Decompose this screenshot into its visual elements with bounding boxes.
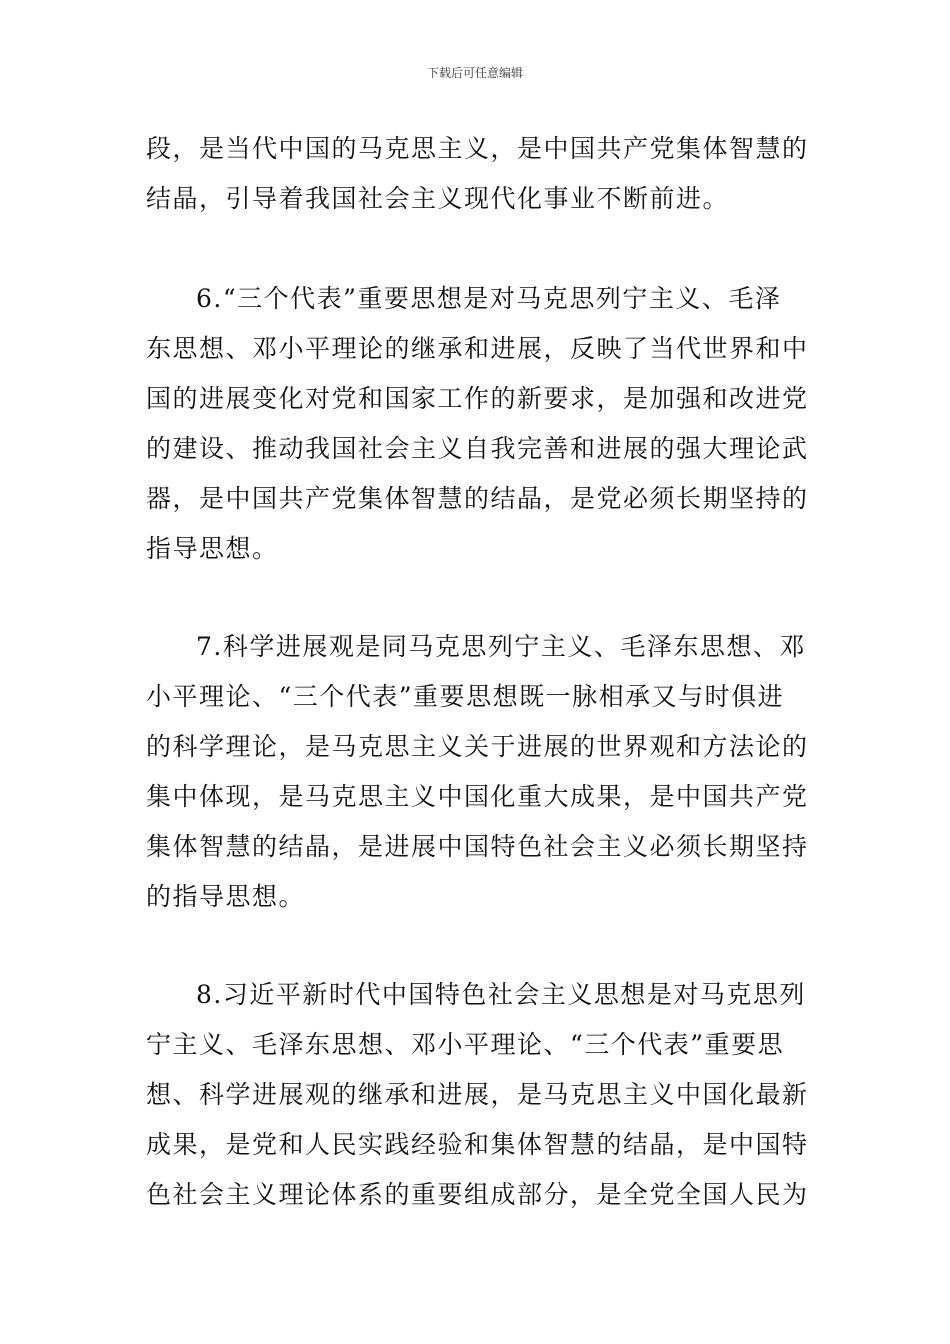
paragraph-line: 集中体现，是马克思主义中国化重大成果，是中国共产党 <box>146 782 809 811</box>
paragraph-line: 的科学理论，是马克思主义关于进展的世界观和方法论的 <box>146 732 809 761</box>
paragraph-line: 器，是中国共产党集体智慧的结晶，是党必须长期坚持的 <box>146 484 809 513</box>
paragraph-line: 段，是当代中国的马克思主义，是中国共产党集体智慧的 <box>146 134 809 163</box>
paragraph-line: 6.“三个代表”重要思想是对马克思列宁主义、毛泽 <box>196 284 782 313</box>
paragraph-line: 色社会主义理论体系的重要组成部分，是全党全国人民为 <box>146 1180 809 1209</box>
paragraph-line: 宁主义、毛泽东思想、邓小平理论、“三个代表”重要思 <box>146 1030 785 1059</box>
paragraph-line: 的指导思想。 <box>146 882 306 911</box>
paragraph-line: 的建设、推动我国社会主义自我完善和进展的强大理论武 <box>146 434 809 463</box>
paragraph-line: 小平理论、“三个代表”重要思想既一脉相承又与时俱进 <box>146 682 785 711</box>
paragraph-line: 结晶，引导着我国社会主义现代化事业不断前进。 <box>146 184 730 213</box>
paragraph-line: 7.科学进展观是同马克思列宁主义、毛泽东思想、邓 <box>196 632 806 661</box>
paragraph-line: 成果，是党和人民实践经验和集体智慧的结晶，是中国特 <box>146 1130 809 1159</box>
paragraph-line: 国的进展变化对党和国家工作的新要求，是加强和改进党 <box>146 384 809 413</box>
paragraph-line: 集体智慧的结晶，是进展中国特色社会主义必须长期坚持 <box>146 832 809 861</box>
paragraph-line: 8.习近平新时代中国特色社会主义思想是对马克思列 <box>196 980 806 1009</box>
paragraph-line: 东思想、邓小平理论的继承和进展，反映了当代世界和中 <box>146 334 809 363</box>
paragraph-line: 指导思想。 <box>146 534 279 563</box>
page-header: 下载后可任意编辑 <box>426 66 523 80</box>
paragraph-line: 想、科学进展观的继承和进展，是马克思主义中国化最新 <box>146 1080 809 1109</box>
